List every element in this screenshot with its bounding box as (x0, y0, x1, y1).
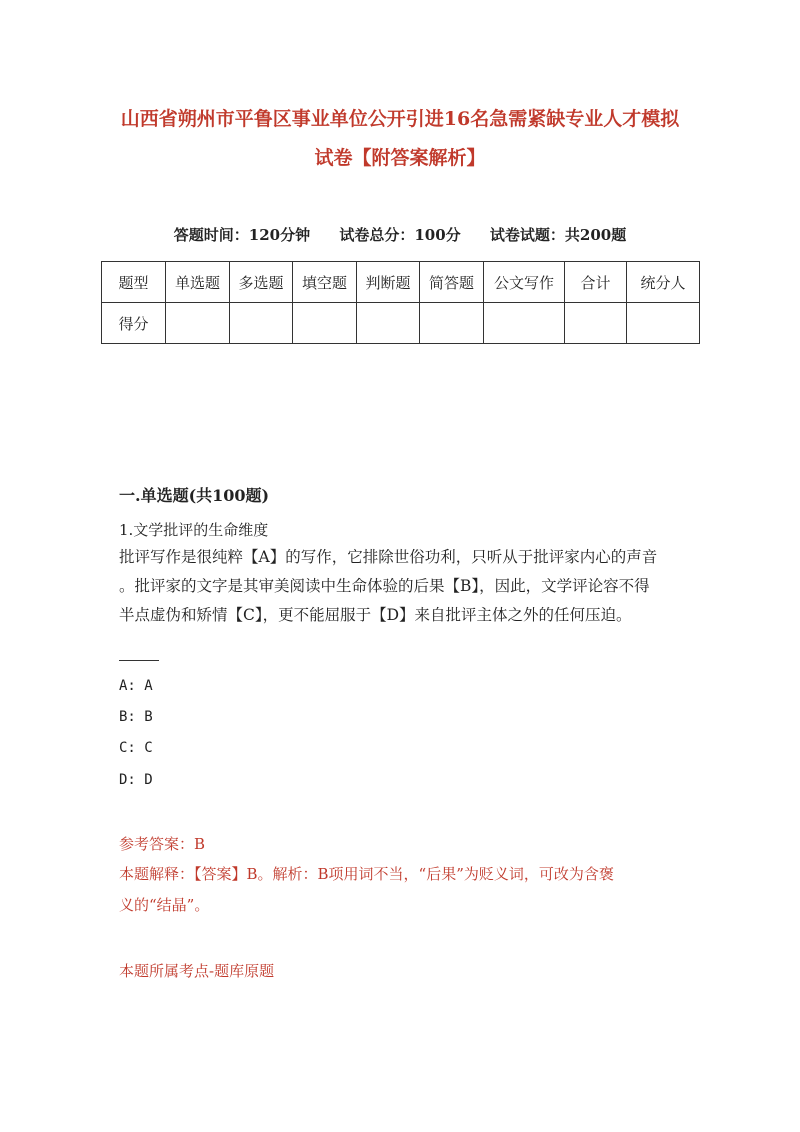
answer-blank-line (119, 660, 159, 661)
score-table (101, 261, 700, 344)
answer-analysis (119, 859, 689, 921)
score-cell (357, 303, 420, 344)
score-cell (166, 303, 230, 344)
page-title-line1: 山西省朔州市平鲁区事业单位公开引进16名急需紧缺专业人才模拟 (120, 108, 680, 130)
score-header-cell: 合计 (565, 262, 627, 303)
score-cell (565, 303, 627, 344)
question-title: 1.文学批评的生命维度 (119, 521, 269, 539)
score-row-label: 得分 (102, 303, 166, 344)
score-header-cell: 判断题 (357, 262, 420, 303)
score-header-cell: 单选题 (166, 262, 230, 303)
score-header-cell: 公文写作 (484, 262, 565, 303)
score-cell (627, 303, 700, 344)
analysis-line: 本题解释：【答案】B。解析：B项用词不当，“后果”为贬义词，可改为含褒 (119, 865, 614, 883)
option-b: B: B (119, 709, 153, 725)
score-header-cell: 简答题 (420, 262, 484, 303)
score-cell (484, 303, 565, 344)
score-cell (420, 303, 484, 344)
analysis-line: 义的“结晶”。 (119, 896, 210, 914)
exam-question-count: 试卷试题：共200题 (489, 226, 627, 244)
exam-meta (100, 224, 700, 245)
exam-total-score: 试卷总分：100分 (339, 226, 461, 244)
question-body-line: 。批评家的文字是其审美阅读中生命体验的后果【B】，因此，文学评论容不得 (119, 577, 650, 595)
question-body (119, 543, 689, 630)
reference-answer: 参考答案：B (119, 835, 206, 853)
knowledge-point: 本题所属考点-题库原题 (119, 962, 275, 980)
score-cell (293, 303, 357, 344)
section-title: 一.单选题(共100题) (119, 486, 270, 505)
exam-time: 答题时间：120分钟 (173, 226, 311, 244)
score-header-cell: 多选题 (230, 262, 293, 303)
score-header-cell: 统分人 (627, 262, 700, 303)
score-header-cell: 填空题 (293, 262, 357, 303)
option-a: A: A (119, 678, 153, 694)
option-d: D: D (119, 772, 153, 788)
question-body-line: 批评写作是很纯粹【A】的写作，它排除世俗功利，只听从于批评家内心的声音 (119, 548, 658, 566)
score-table-header-row (102, 262, 700, 303)
score-cell (230, 303, 293, 344)
score-header-cell: 题型 (102, 262, 166, 303)
page-title-line2: 试卷【附答案解析】 (314, 147, 486, 169)
score-table-score-row (102, 303, 700, 344)
option-c: C: C (119, 740, 153, 756)
question-body-line: 半点虚伪和矫情【C】，更不能屈服于【D】来自批评主体之外的任何压迫。 (119, 606, 632, 624)
